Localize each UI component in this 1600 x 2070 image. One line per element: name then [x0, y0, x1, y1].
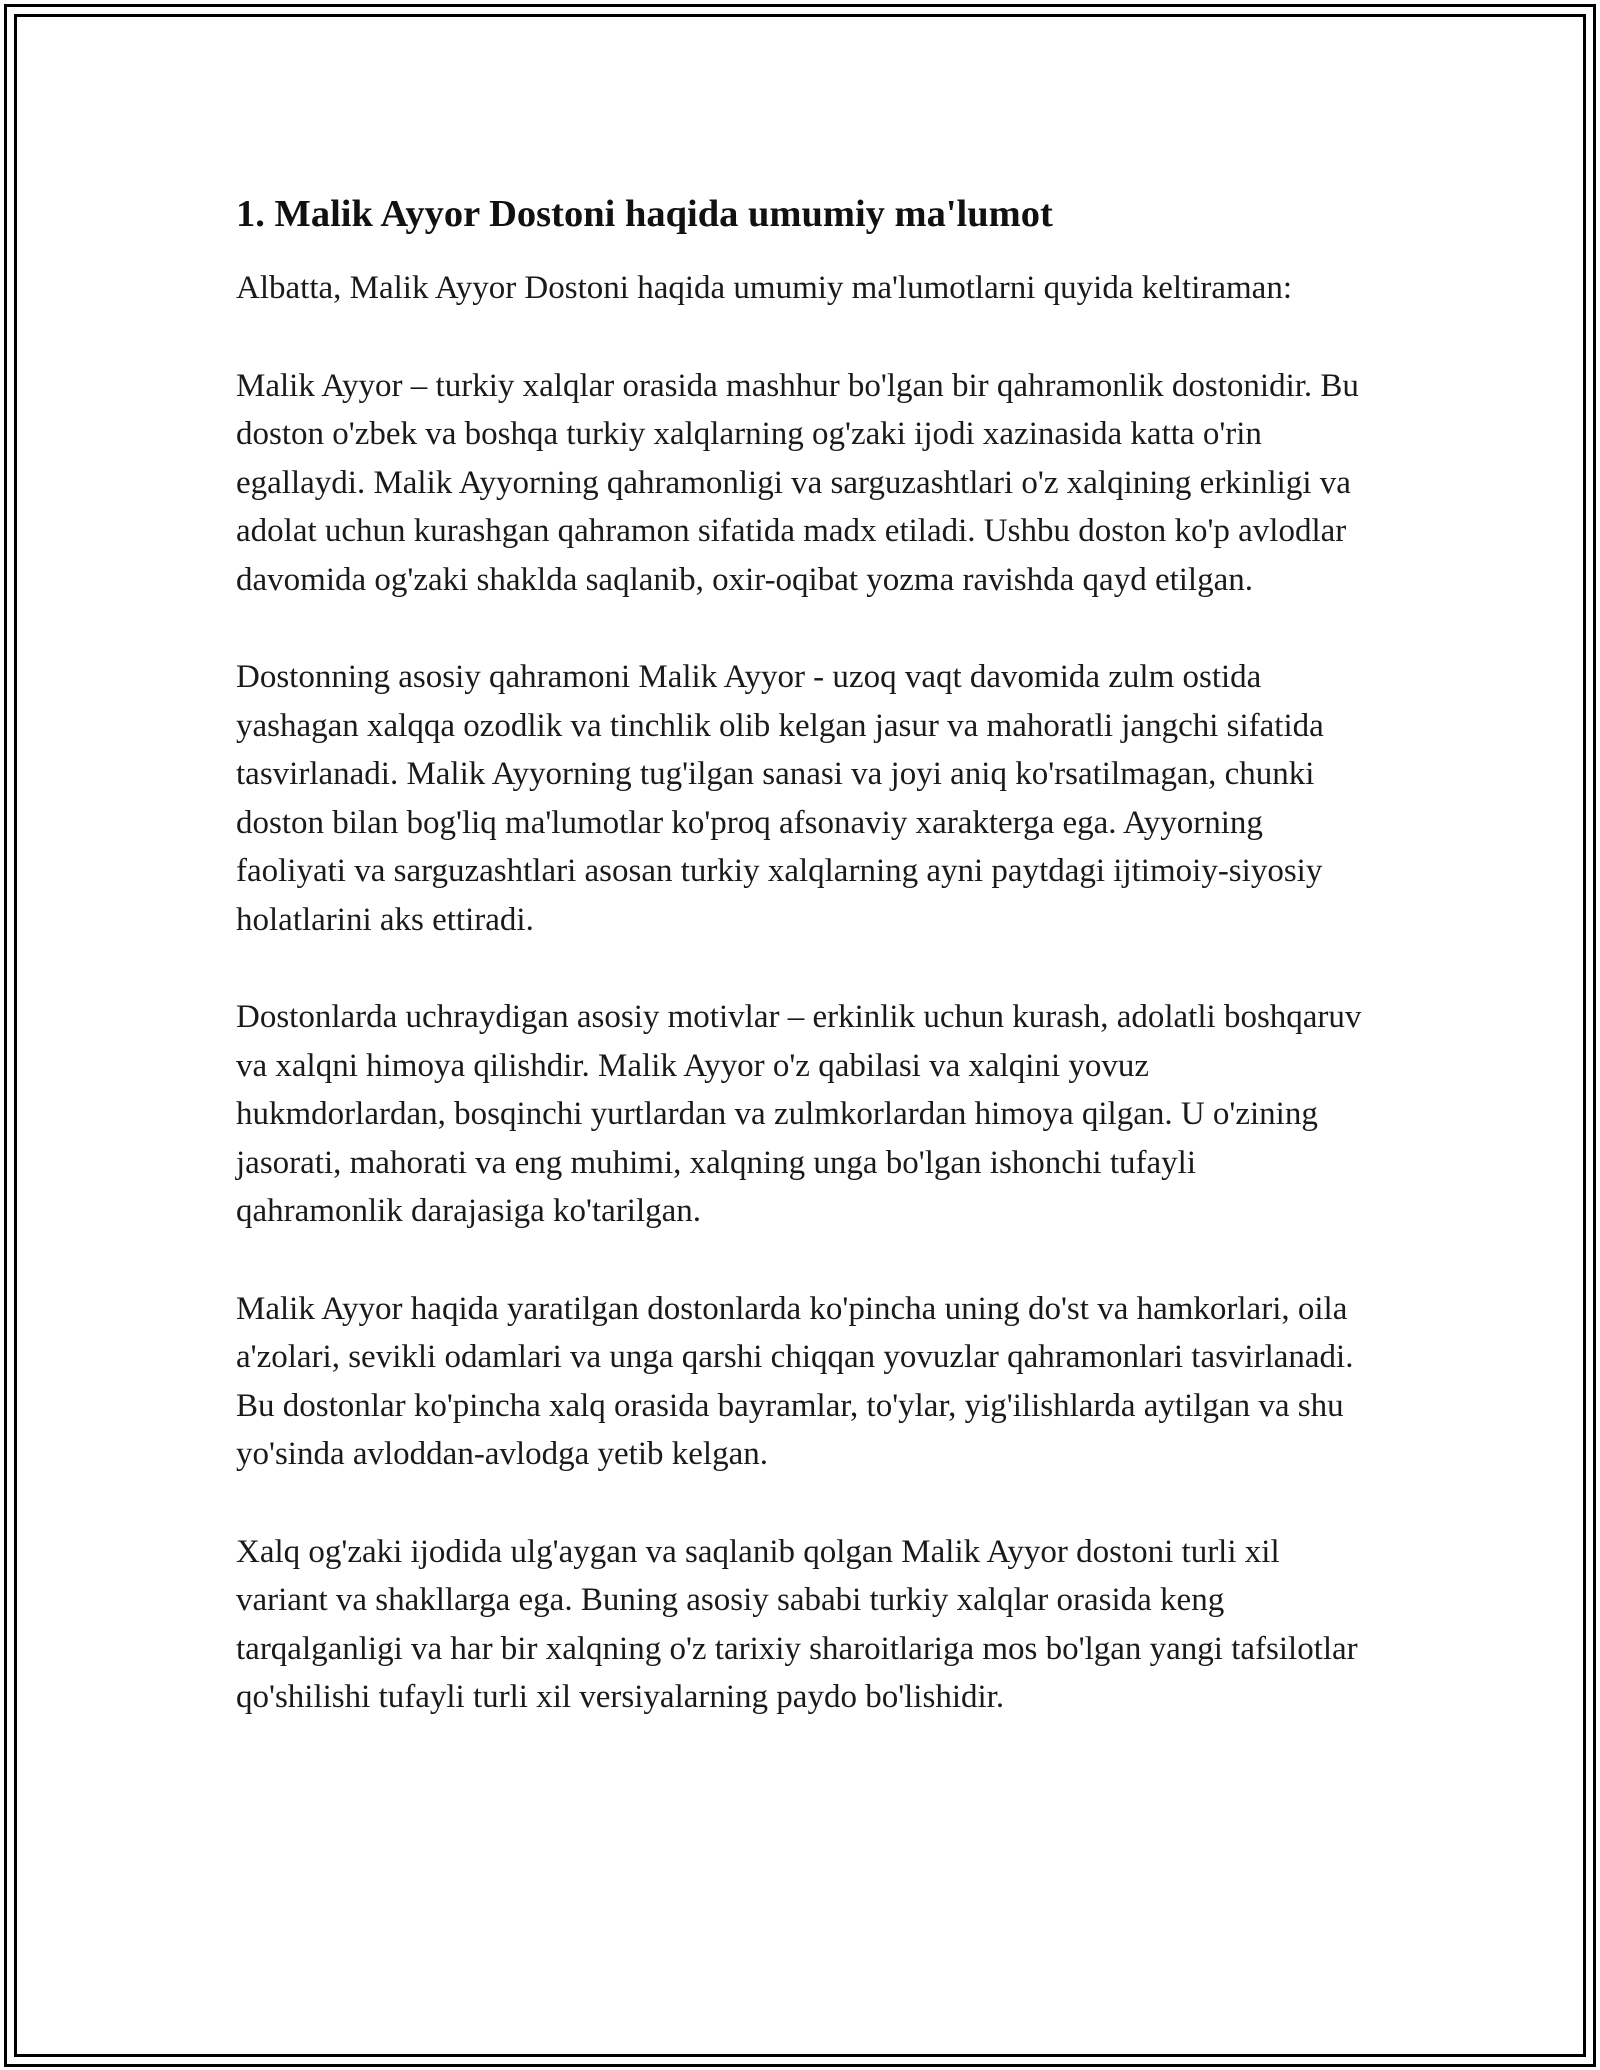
body-paragraph-2: Dostonning asosiy qahramoni Malik Ayyor - uzoq vaqt davomida zulm ostida yashagan xalqqa ozodlik va tinchlik olib kelgan jasur va mahoratli jangchi sifatida tasvirlanadi. Malik Ayyorning tug'ilgan sanasi va joyi aniq ko'rsatilmagan, chunki doston bilan bog'liq ma'lumotlar ko'proq afsonaviy xarakterga ega. Ayyorning faoliyati va sarguzashtlari asosan turkiy xalqlarning ayni paytdagi ijtimoiy-siyosiy holatlarini aks ettiradi.: [236, 659, 1324, 938]
body-paragraph-4: Malik Ayyor haqida yaratilgan dostonlarda ko'pincha uning do'st va hamkorlari, oila a'zolari, sevikli odamlari va unga qarshi chiqqan yovuzlar qahramonlari tasvirlanadi. Bu dostonlar ko'pincha xalq orasida bayramlar, to'ylar, yig'ilishlarda aytilgan va shu yo'sinda avloddan-avlodga yetib kelgan.: [236, 1290, 1354, 1472]
section-heading: 1. Malik Ayyor Dostoni haqida umumiy ma'lumot: [236, 193, 1053, 235]
body-paragraph-3: Dostonlarda uchraydigan asosiy motivlar – erkinlik uchun kurash, adolatli boshqaruv va xalqni himoya qilishdir. Malik Ayyor o'z qabilasi va xalqini yovuz hukmdorlardan, bosqinchi yurtlardan va zulmkorlardan himoya qilgan. U o'zining jasorati, mahorati va eng muhimi, xalqning unga bo'lgan ishonchi tufayli qahramonlik darajasiga ko'tarilgan.: [236, 999, 1362, 1229]
document-body: [236, 188, 1366, 1771]
body-paragraph-1: Malik Ayyor – turkiy xalqlar orasida mashhur bo'lgan bir qahramonlik dostonidir. Bu doston o'zbek va boshqa turkiy xalqlarning og'zaki ijodi xazinasida katta o'rin egallaydi. Malik Ayyorning qahramonligi va sarguzashtlari o'z xalqining erkinligi va adolat uchun kurashgan qahramon sifatida madx etiladi. Ushbu doston ko'p avlodlar davomida og'zaki shaklda saqlanib, oxir-oqibat yozma ravishda qayd etilgan.: [236, 367, 1359, 598]
intro-paragraph: Albatta, Malik Ayyor Dostoni haqida umumiy ma'lumotlarni quyida keltiraman:: [236, 270, 1292, 306]
body-paragraph-5: Xalq og'zaki ijodida ulg'aygan va saqlanib qolgan Malik Ayyor dostoni turli xil variant va shakllarga ega. Buning asosiy sababi turkiy xalqlar orasida keng tarqalganligi va har bir xalqning o'z tarixiy sharoitlariga mos bo'lgan yangi tafsilotlar qo'shilishi tufayli turli xil versiyalarning paydo bo'lishidir.: [236, 1533, 1358, 1715]
